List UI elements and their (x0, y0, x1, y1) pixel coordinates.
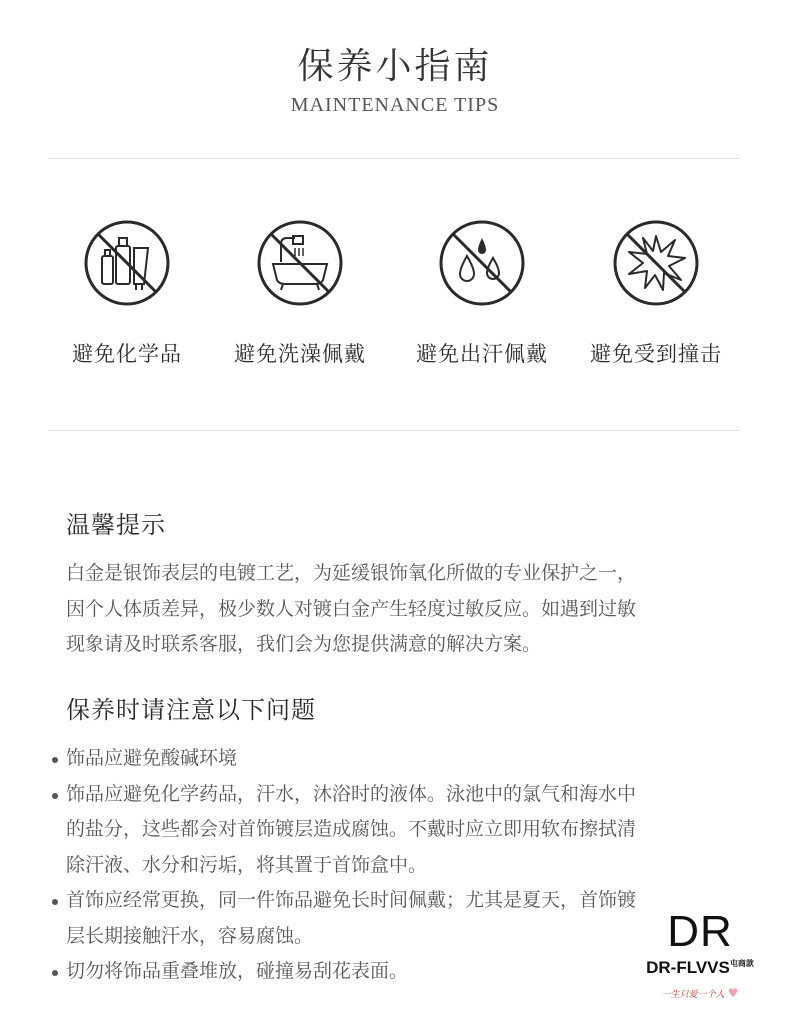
bullet-line: 切勿将饰品重叠堆放，碰撞易刮花表面。 (66, 960, 409, 982)
reminder-heading: 温馨提示 (66, 511, 166, 539)
icon-label: 避免受到撞击 (590, 342, 722, 366)
bullet-line: 层长期接触汗水，容易腐蚀。 (66, 924, 314, 947)
brand-logo (630, 907, 770, 1005)
brand-logo-mark: DR (667, 907, 733, 956)
no-impact-icon (611, 218, 701, 308)
bullet-line: 饰品应避免化学药品，汗水，沐浴时的液体。泳池中的氯气和海水中 (66, 782, 637, 805)
bullet-line: 除汗液、水分和污垢，将其置于首饰盒中。 (66, 853, 428, 876)
care-heading: 保养时请注意以下问题 (66, 696, 316, 724)
no-chemicals-icon (82, 218, 172, 308)
list-item (50, 777, 750, 884)
heart-icon: ♥ (727, 986, 739, 1000)
bullet-dot (52, 970, 58, 976)
icon-item-impact (556, 218, 756, 368)
brand-name (630, 958, 770, 978)
icon-item-sweat (382, 218, 582, 368)
page-title: 保养小指南 (297, 46, 493, 87)
no-bathing-icon (255, 218, 345, 308)
reminder-line: 白金是银饰表层的电镀工艺，为延缓银饰氧化所做的专业保护之一， (66, 562, 637, 584)
brand-name-suffix: 屯商款 (729, 959, 754, 968)
reminder-text (66, 556, 746, 663)
bullet-line: 首饰应经常更换，同一件饰品避免长时间佩戴；尤其是夏天，首饰镀 (66, 889, 637, 911)
bullet-dot (52, 757, 58, 763)
icon-label: 避免化学品 (72, 342, 182, 366)
brand-name-text: DR-FLVVS (646, 958, 730, 977)
bullet-line: 饰品应避免酸碱环境 (66, 747, 238, 769)
divider-middle (48, 430, 740, 431)
icon-label: 避免洗澡佩戴 (234, 342, 366, 366)
brand-slogan (630, 986, 770, 1000)
page-subtitle: MAINTENANCE TIPS (290, 94, 500, 116)
icon-item-bathing (200, 218, 400, 368)
list-item (50, 741, 750, 777)
icon-item-chemicals (27, 218, 227, 368)
reminder-line: 现象请及时联系客服，我们会为您提供满意的解决方案。 (66, 633, 542, 655)
brand-slogan-text: 一生只爱一个人 (661, 990, 725, 1000)
no-sweat-icon (437, 218, 527, 308)
icon-label: 避免出汗佩戴 (416, 342, 548, 366)
reminder-line: 因个人体质差异，极少数人对镀白金产生轻度过敏反应。如遇到过敏 (66, 597, 637, 620)
bullet-dot (52, 899, 58, 905)
bullet-dot (52, 793, 58, 799)
divider-top (48, 158, 740, 159)
bullet-line: 的盐分，这些都会对首饰镀层造成腐蚀。不戴时应立即用软布擦拭清 (66, 818, 637, 840)
